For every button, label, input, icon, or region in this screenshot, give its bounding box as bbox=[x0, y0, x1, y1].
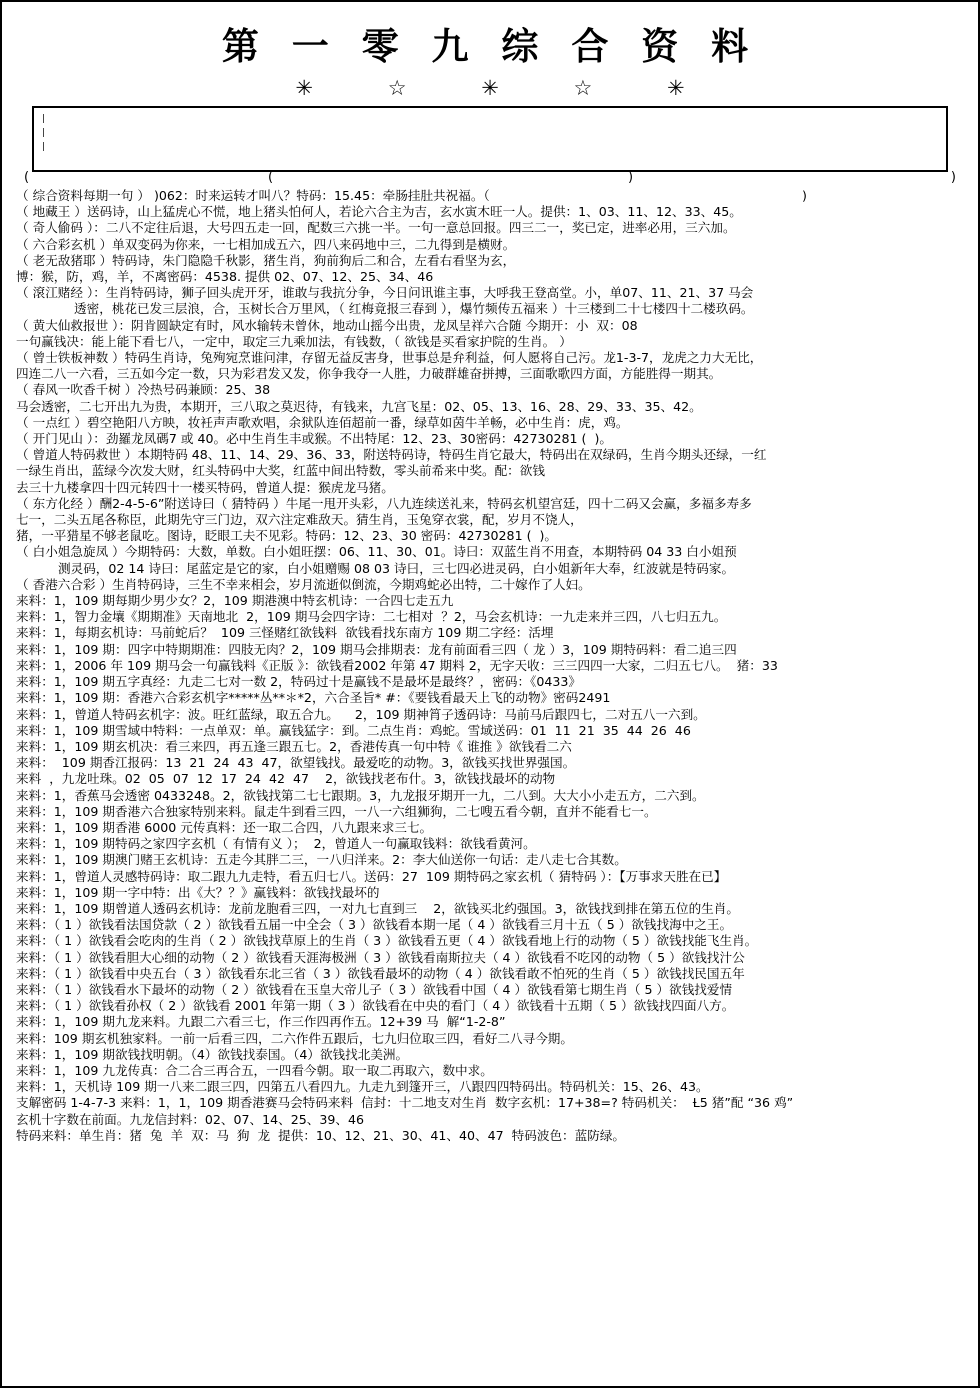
text-line: （ 黄大仙救报世 ）：阴肯圆缺定有时，风水输转未曾休，地动山摇今出贵，龙凤呈祥六合随 今期开：小 双：08 bbox=[16, 317, 638, 333]
text-line: 支解密码 1-4-7-3 来料：1，1，109 期香港赛马会特码来料 信封：十二地支对生肖 数字玄机：17+38=? 特码机关： Ƚ5 猪”配 “36 鸡” bbox=[16, 1095, 794, 1111]
text-line: 来料：1，109 期：香港六合彩玄机字*****丛**＊*2，六合圣旨* #：《要钱看最天上飞的动物》密码2491 bbox=[16, 690, 611, 706]
text-line: 来料：1，曾道人特码玄机字：波。旺红蓝绿，取五合九。 2，109 期神筲子透码诗：马前马后跟四七，二对五八一六到。 bbox=[16, 706, 706, 722]
text-line: （ 地藏王 ）送码诗，山上猛虎心不慌，地上猪头怕何人，若论六合主为吉，玄水寅木旺一人。提供：1、03、11、12、33、45。 bbox=[16, 204, 742, 220]
arc-center-right-paren: ) bbox=[628, 170, 634, 185]
text-line: （ 东方化经 ）酬2-4-5-6”附送诗曰（ 猜特码 ）牛尾一甩开头彩，八九连续送礼来，特码玄机望宫廷，四十二码又会赢，多福多寿多 bbox=[16, 495, 752, 511]
text-line: 来料：1，109 期香港 6000 元传真料：还一取二合四，八九跟来求三七。 bbox=[16, 819, 433, 835]
text-line: 测灵码，02 14 诗曰：尾蓝定是它的家，白小姐赠赐 08 03 诗曰，三七四必进灵码，白小姐新年大奉，红波就是特码家。 bbox=[42, 560, 735, 576]
text-line: （ 香港六合彩 ）生肖特码诗，三生不幸来相会，岁月流逝似倒流，今期鸡蛇必出特，二十嫁作了人妇。 bbox=[16, 576, 591, 592]
text-line: 来料：（ 1 ）欲钱看胆大心细的动物（ 2 ）欲钱看天涯海极洲（ 3 ）欲钱看南斯拉夫（ 4 ）欲钱看不吃冈的动物（ 5 ）欲钱找汁公 bbox=[16, 949, 745, 965]
arc-row bbox=[18, 172, 962, 186]
banner-box bbox=[32, 106, 948, 172]
text-line: 来料：1，109 期欲钱找明朝。（4）欲钱找泰国。（4）欲钱找北美洲。 bbox=[16, 1046, 409, 1062]
text-line: （ 老无敌猪耶 ）特码诗，朱门隐隐千秋影，猪生肖，狗前狗后二和合，左看右看坚为玄， bbox=[16, 252, 516, 268]
text-line: （ 滾江赌经 ）：生肖特码诗，狮子回头虎开牙，谁敢与我抗分争，今日问讯谁主事，大呼我王登高堂。小，单07、11、21、37 马会 bbox=[16, 285, 754, 301]
page-title: 第 一 零 九 综 合 资 料 bbox=[221, 25, 759, 68]
text-line: （ 开门见山 ）：劲羅龙凤碼7 或 40。必中生肖生丰或猴。不出特尾：12、23、30密码：42730281 ( )。 bbox=[16, 431, 612, 447]
text-line: 来料：1，109 期九龙来料。九跟二六看三七，作三作四再作五。12+39 马 解“1-2-8” bbox=[16, 1014, 506, 1030]
text-line: 来料：1，109 期雪域中特料：一点单双：单。赢钱猛字：到。二点生肖：鸡蛇。雪域送码：01 11 21 35 44 26 46 bbox=[16, 722, 691, 738]
text-line: 来料：109 期玄机独家料。一前一后看三四，二六作件五跟后，七九归位取三四，看好二八寻今期。 bbox=[16, 1030, 573, 1046]
text-line: 来料：1，天机诗 109 期一八来二跟三四，四第五八看四九。九走九到篷开三，八跟四四特码出。特码机关：15、26、43。 bbox=[16, 1079, 709, 1095]
text-line: 来料：1，109 期澳门赌王玄机诗：五走今其胖二三，一八归洋来。2：李大仙送你一句话：走八走七合其数。 bbox=[16, 852, 627, 868]
text-line: 来料：1，智力金壤《期期准》天南地北 2，109 期马会四字诗：二七相对 ？2，马会玄机诗：一九走来并三四，八七归五九。 bbox=[16, 609, 727, 625]
text-line: 来料：（ 1 ）欲钱看法国贷款（ 2 ）欲钱看五届一中全会（ 3 ）欲钱看本期一尾（ 4 ）欲钱看三月十五（ 5 ）欲钱找海中之王。 bbox=[16, 917, 733, 933]
text-line: 博：猴，防，鸡，羊，不离密码：4538. 提供 02、07、12、25、34、46 bbox=[16, 269, 434, 285]
text-line: （ 一点红 ）碧空艳阳八方映，妆衽声声歌欢唱，余狱队连佰超前一番，绿草如茵牛羊畅，必中生肖：虎，鸡。 bbox=[16, 414, 629, 430]
text-line: 来料：1，109 期曾道人透码玄机诗：龙前龙胞看三四，一对九七直到三 2，欲钱买北约强国。3，欲钱找到排在第五位的生肖。 bbox=[16, 900, 739, 916]
text-line: 一绿生肖出，蓝绿今次发大财，红头特码中大奖，红蓝中间出特数，零头前希来中奖。配：欲钱 bbox=[16, 463, 545, 479]
banner-line-1: | bbox=[42, 114, 46, 124]
arc-center-left-paren: ( bbox=[268, 170, 274, 185]
text-line: 来料： 109 期香江报码：13 21 24 43 47，欲望钱找。最爱吃的动物。3，欲钱买找世界强国。 bbox=[16, 755, 576, 771]
banner-line-2: | bbox=[42, 128, 46, 138]
text-line: 特码来料：单生肖：猪 兔 羊 双：马 狗 龙 提供：10、12、21、30、41、40、47 特码波色：蓝防绿。 bbox=[16, 1127, 626, 1143]
text-line: 去三十九楼拿四十四元转四十一楼买特码，曾道人提：猴虎龙马猪。 bbox=[16, 479, 394, 495]
text-line: 来料：（ 1 ）欲钱看水下最坏的动物（ 2 ）欲钱看在玉皇大帝儿子（ 3 ）欲钱看中国（ 4 ）欲钱看第七期生肖（ 5 ）欲钱找爱情 bbox=[16, 981, 733, 997]
text-line: 透密，桃花已发三层浪，合，玉树长合万里风，（ 红梅竟报三春到 ），爆竹频传五福来 ）十三楼到二十七楼四十二楼玖码。 bbox=[42, 301, 754, 317]
text-line: 来料：1，109 期每期少男少女？2，109 期港澳中特玄机诗：一合四七走五九 bbox=[16, 593, 454, 609]
text-line: 来料：（ 1 ）欲钱看会吃肉的生肖（ 2 ）欲钱找草原上的生肖（ 3 ）欲钱看五更（ 4 ）欲钱看地上行的动物（ 5 ）欲钱找能飞生肖。 bbox=[16, 933, 758, 949]
text-line: 来料：1，109 期一字中特：出《大？？》赢钱料：欲钱找最坏的 bbox=[16, 884, 380, 900]
text-line: （ 白小姐急旋凤 ）今期特码：大数，单数。白小姐旺摆：06、11、30、01。诗曰：双蓝生肖不用查，本期特码 04 33 白小姐预 bbox=[16, 544, 737, 560]
banner-line-3: | bbox=[42, 142, 46, 152]
text-line: 来料：1，每期玄机诗：马前蛇后？ 109 三怪赌红欲钱料 欲钱看找东南方 109 期二字经：活埋 bbox=[16, 625, 554, 641]
text-line: 来料：1，109 期五字真经：九走二七对一数 2，特码过十是赢钱不是最坏是最终？，密码：《0433》 bbox=[16, 674, 581, 690]
text-line: 来料：（ 1 ）欲钱看孙权（ 2 ）欲钱看 2001 年第一期（ 3 ）欲钱看在中央的看门（ 4 ）欲钱看十五期（ 5 ）欲钱找四面八方。 bbox=[16, 998, 735, 1014]
text-line: 七一，二头五尾各称臣，此期先守三门边，双六注定难敌天。猜生肖，玉兔穿衣裳，配，岁月不饶人， bbox=[16, 512, 583, 528]
text-line: （ 奇人偷码 ）：二八不定往后退，大号四五走一回，配数三六挑一半。一句一意总回报。四三二一，奖已定，进率必用，三六加。 bbox=[16, 220, 736, 236]
star-divider: ✳ ☆ ✳ ☆ ✳ bbox=[295, 76, 719, 100]
text-line: 马会透密，二七开出九为贵，本期开，三八取之莫迟待，有钱来，九宫飞星：02、05、13、16、28、29、33、35、42。 bbox=[16, 398, 702, 414]
text-line: 猪，一平猎星不够老鼠吃。图诗，眨眼工夫不见彩。特码：12、23、30 密码：42730281 ( )。 bbox=[16, 528, 558, 544]
text-line: 来料：1，109 期玄机决：看三来四，再五逢三跟五七。2，香港传真一句中特《 谁推 》欲钱看二六 bbox=[16, 738, 572, 754]
text-line: 玄机十字数在前面。九龙信封料：02、07、14、25、39、46 bbox=[16, 1111, 365, 1127]
text-line: （ 春风一吹香千树 ）冷热号码兼顾：25、38 bbox=[16, 382, 271, 398]
arc-right-paren: ) bbox=[950, 170, 956, 185]
text-line: 来料 ，九龙吐珠。02 05 07 12 17 24 42 47 2，欲钱找老布什。3，欲钱找最坏的动物 bbox=[16, 771, 556, 787]
text-line: 来料：1，曾道人灵感特码诗：取二跟九九走特，看五归七八。送码：27 109 期特码之家玄机（ 猜特码 ）：【万事求天胜在已】 bbox=[16, 868, 727, 884]
text-line: （ 六合彩玄机 ）单双变码为你来，一七相加成五六，四八来码地中三，二九得到是横财。 bbox=[16, 236, 516, 252]
text-line: （ 综合资料每期一句 ） )062：时来运转才叫八？特码：15.45：牵肠挂肚共祝福。（ ) bbox=[16, 188, 807, 203]
text-line: 来料：（ 1 ）欲钱看中央五台（ 3 ）欲钱看东北三省（ 3 ）欲钱看最坏的动物（ 4 ）欲钱看敢不怕死的生肖（ 5 ）欲钱找民国五年 bbox=[16, 965, 745, 981]
text-line: 一句赢钱决：能上能下看七八，一定中，取定三九乘加法，有钱数，（ 欲钱是买看家护院的生肖。 ） bbox=[16, 333, 572, 349]
text-line: （ 曾士铁板神数 ）特码生肖诗，兔殉宛烹谁问津，存留无益反害身，世事总是弁利益，何人愿将自己污。龙1-3-7，龙虎之力大无比， bbox=[16, 350, 763, 366]
text-line: 来料：1，2006 年 109 期马会一句赢钱料《正版 》：欲钱看2002 年第 47 期料 2，无字天收：三三四四一大家，二归五七八。 猪：33 bbox=[16, 657, 778, 673]
text-line: 四连二八一六看，三五如今定一数，只为彩君发又发，你争我夺一人胜，力破群雄奋拼搏，三面歌歌四方面，方能胜得一期其。 bbox=[16, 366, 722, 382]
text-line: 来料：1，109 期：四字中特期期准：四肢无肉？2，109 期马会排期表：龙有前面看三四（ 龙 ）3，109 期特码料：看二追三四 bbox=[16, 641, 737, 657]
text-line: 来料：1，109 九龙传真：合二合三再合五，一四看今朝。取一取二再取六，数中求。 bbox=[16, 1062, 493, 1078]
document-body bbox=[2, 186, 978, 1150]
text-line: （ 曾道人特码救世 ）本期特码 48、11、14、29、36、33，附送特码诗，特码生肖它最大，特码出在双绿码，生肖今期头还绿，一红 bbox=[16, 447, 767, 463]
text-line: 来料：1，香蕉马会透密 0433248。2，欲钱找第二七七跟期。3，九龙报牙期开一九，二八到。大大小小走五方，二六到。 bbox=[16, 787, 705, 803]
text-line: 来料：1，109 期香港六合独家特别来料。鼠走牛到看三四，一八一六组狮狗，二七嗖五看今朝，直并不能看七一。 bbox=[16, 803, 657, 819]
arc-left-paren: ( bbox=[24, 170, 30, 185]
text-line: 来料：1，109 期特码之家四字玄机（ 有情有义 ）； 2，曾道人一句赢取钱料：欲钱看黄河。 bbox=[16, 836, 536, 852]
